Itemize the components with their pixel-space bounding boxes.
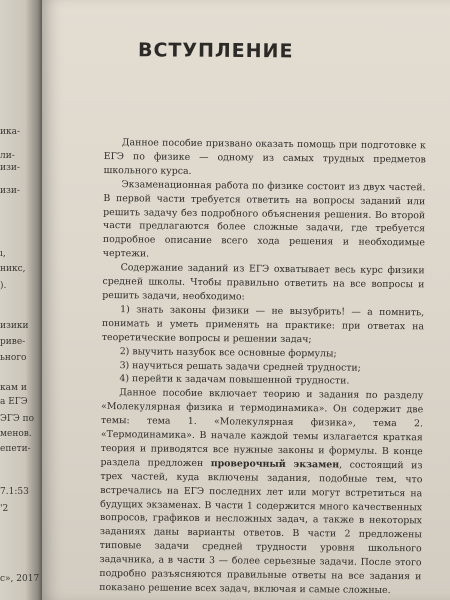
list-item: 1) знать законы физики — не вызубрить! — а помнить, понимать и уметь применять на практике: при ответах на теоретические вопросы и решении задач; [101, 304, 425, 345]
spine-fragment: ли- [0, 151, 15, 161]
spine-fragment: а ЕГЭ [0, 397, 28, 407]
list-item: 4) перейти к задачам повышенной трудности. [119, 373, 350, 387]
spine-fragment: никс, [0, 264, 26, 274]
exam-structure-paragraph: Экзаменационная работа по физике состоит из двух частей. В первой части требуется ответить на вопросы заданий или решить задачу без подробного объяснения решения. Во второй части предлагаются более сложные задачи, где требуется подробное описание всего хода решения и необходимые чертежи. [102, 178, 426, 260]
spine-fragment: изи- [0, 186, 20, 196]
spine-fragment: изики [0, 321, 29, 331]
paragraph-text: , состоящий из трех частей, куда включены задания, подобные тем, что встречались на ЕГЭ последних лет или могут встретиться на будущих экзаменах. В части 1 содержится много качественных вопросов, графиков и несложных задач, а также в некоторых заданиях даны варианты ответов. В части 2 предложены типовые задачи средней трудности уровня школьного задачника, а в части 3 — более серьезные задачи. После этого подробно разъясняются правильные ответы на все задания и показано решение всех задач, включая и самые сложные. [99, 459, 423, 597]
page-title: ВСТУПЛЕНИЕ [137, 39, 294, 63]
spine-fragment: 7.1:53 [0, 487, 29, 497]
list-item: 2) выучить назубок все основные формулы; [119, 345, 337, 360]
spine-fragment: риве- [0, 337, 26, 347]
spine-fragment: изи- [0, 163, 20, 173]
book-page [42, 0, 450, 600]
spine-fragment: кам и [0, 383, 27, 393]
list-item: 3) научиться решать задачи средней трудности; [119, 359, 361, 374]
spine-fragment: '2 [0, 504, 9, 514]
manual-description-paragraph [99, 386, 423, 598]
content-paragraph: Содержание заданий из ЕГЭ охватывает весь курс физики средней школы. Чтобы правильно ответить на все вопросы и решить задачи, необходимо: [102, 262, 425, 303]
facing-page-edge [0, 0, 42, 600]
page-body [99, 136, 426, 598]
spine-fragment: менов. [0, 429, 32, 439]
spine-fragment: ı, [0, 249, 6, 259]
bold-term: проверочный экзамен [210, 457, 340, 471]
spine-fragment: ЭГЭ по [0, 414, 35, 424]
intro-paragraph: Данное пособие призвано оказать помощь при подготовке к ЕГЭ по физике — одному из самых трудных предметов школьного курса. [103, 137, 426, 177]
paragraph-text: Данное пособие включает теорию и задания по разделу «Молекулярная физика и термодинамика». Он содержит две темы: тема 1. «Молекулярная физика», тема 2. «Термодинамика». В начале каждой темы излагается краткая теория и приводятся все нужные законы и формулы. В конце раздела предложен [100, 387, 424, 469]
spine-fragment: епети- [0, 444, 31, 454]
spine-fragment: с», 2017 [0, 574, 40, 584]
spine-fragment: ). [0, 281, 7, 291]
spine-fragment: ика- [0, 127, 21, 137]
spine-fragment: ьного [0, 353, 27, 363]
